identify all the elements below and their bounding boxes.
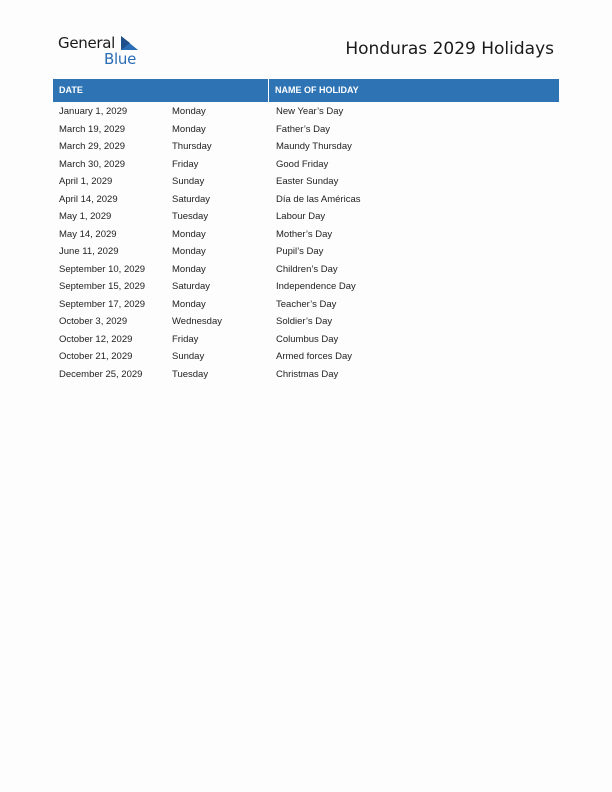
holiday-weekday: Monday [172, 246, 206, 257]
holiday-name: Columbus Day [276, 333, 339, 345]
table-row [53, 296, 559, 314]
holiday-name: Independence Day [276, 281, 356, 292]
holiday-weekday: Sunday [172, 176, 205, 187]
table-row [53, 208, 559, 226]
holiday-date: September 15, 2029 [59, 281, 146, 292]
table-row [53, 243, 559, 261]
table-row [53, 226, 559, 244]
table-row [53, 156, 559, 174]
holiday-date: December 25, 2029 [59, 368, 143, 380]
holiday-weekday: Monday [172, 263, 206, 275]
table-row [53, 348, 559, 366]
holiday-weekday: Monday [172, 106, 206, 117]
holiday-weekday: Monday [172, 298, 206, 310]
holiday-weekday: Friday [172, 333, 199, 345]
holiday-name: Armed forces Day [276, 351, 353, 362]
table-row [53, 278, 559, 296]
holiday-table [53, 79, 559, 383]
holiday-date: May 14, 2029 [59, 228, 117, 240]
holiday-date: October 3, 2029 [59, 316, 128, 327]
holiday-date: May 1, 2029 [59, 211, 112, 222]
table-row [53, 313, 559, 331]
table-row [53, 331, 559, 349]
table-row [53, 191, 559, 209]
holiday-name: Soldier’s Day [276, 316, 333, 327]
table-body [53, 102, 559, 383]
holiday-name: New Year’s Day [276, 106, 344, 117]
table-row [53, 103, 559, 121]
header-date: DATE [53, 79, 269, 102]
holiday-weekday: Friday [172, 158, 199, 170]
holiday-weekday: Monday [172, 228, 206, 240]
holiday-weekday: Saturday [172, 281, 211, 292]
holiday-name: Día de las Américas [276, 193, 361, 205]
holiday-weekday: Thursday [172, 141, 212, 152]
table-row [53, 366, 559, 384]
holiday-date: March 19, 2029 [59, 123, 126, 135]
logo-text-blue: Blue [104, 50, 136, 68]
holiday-weekday: Wednesday [172, 316, 222, 327]
holiday-name: Teacher’s Day [276, 298, 337, 310]
holiday-name: Maundy Thursday [276, 141, 352, 152]
holiday-weekday: Tuesday [172, 211, 209, 222]
holiday-date: September 10, 2029 [59, 263, 146, 275]
holiday-weekday: Sunday [172, 351, 205, 362]
holiday-date: June 11, 2029 [59, 246, 119, 257]
holiday-date: March 30, 2029 [59, 158, 126, 170]
header-holiday-name: NAME OF HOLIDAY [275, 85, 359, 95]
page-title: Honduras 2029 Holidays [345, 39, 554, 59]
holiday-name: Pupil’s Day [276, 246, 324, 257]
table-row [53, 138, 559, 156]
holiday-weekday: Tuesday [172, 368, 209, 380]
holiday-name: Children’s Day [276, 263, 338, 275]
table-row [53, 173, 559, 191]
logo-text-general: General [58, 34, 116, 52]
table-row [53, 121, 559, 139]
holiday-name: Father’s Day [276, 123, 331, 135]
holiday-name: Good Friday [276, 158, 329, 170]
holiday-date: October 21, 2029 [59, 351, 133, 362]
holiday-date: April 1, 2029 [59, 176, 113, 187]
table-header [53, 79, 559, 102]
holiday-name: Mother’s Day [276, 228, 333, 240]
holiday-name: Christmas Day [276, 368, 339, 380]
holiday-date: October 12, 2029 [59, 333, 133, 345]
table-row [53, 261, 559, 279]
holiday-date: January 1, 2029 [59, 106, 128, 117]
holiday-date: April 14, 2029 [59, 193, 118, 205]
holiday-date: September 17, 2029 [59, 298, 146, 310]
holiday-name: Labour Day [276, 211, 326, 222]
holiday-date: March 29, 2029 [59, 141, 126, 152]
holiday-name: Easter Sunday [276, 176, 339, 187]
logo [58, 34, 148, 68]
holiday-weekday: Saturday [172, 193, 211, 205]
holiday-weekday: Monday [172, 123, 206, 135]
